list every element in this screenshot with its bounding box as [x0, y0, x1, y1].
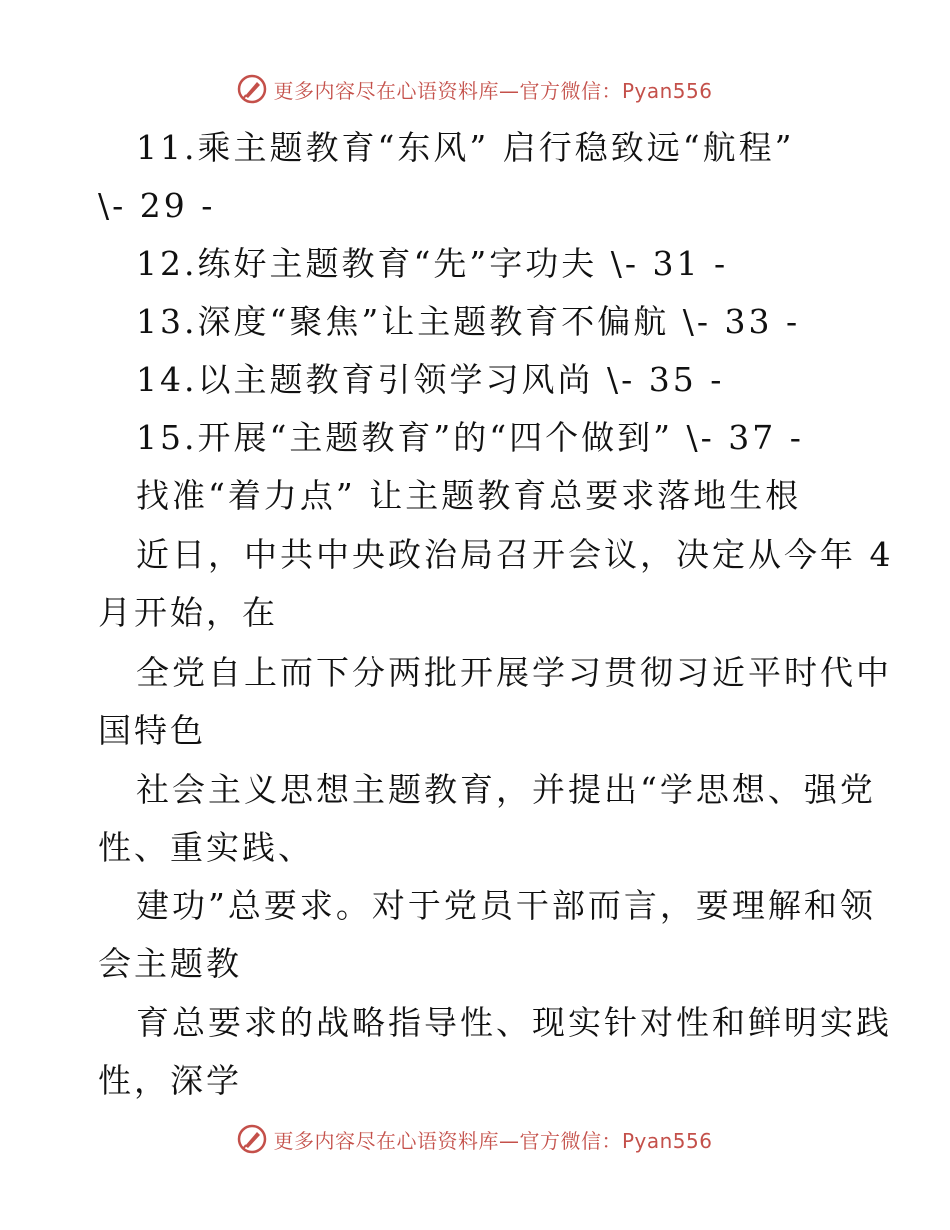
- article-title: 找准“着力点” 让主题教育总要求落地生根: [136, 476, 802, 515]
- toc-entry-13: 13.深度“聚焦”让主题教育不偏航 \- 33 -: [136, 302, 801, 341]
- watermark-text: 更多内容尽在心语资料库—官方微信：Pyan556: [273, 1128, 713, 1153]
- toc-entry-11-page: \- 29 -: [98, 186, 216, 225]
- toc-entry-11: 11.乘主题教育“东风” 启行稳致远“航程”: [136, 128, 795, 167]
- watermark-header: [0, 74, 950, 104]
- toc-entry-14: 14.以主题教育引领学习风尚 \- 35 -: [136, 360, 725, 399]
- watermark-text: 更多内容尽在心语资料库—官方微信：Pyan556: [273, 78, 713, 103]
- paragraph-line: 全党自上而下分两批开展学习贯彻习近平时代中: [136, 653, 892, 692]
- toc-entry-15: 15.开展“主题教育”的“四个做到” \- 37 -: [136, 418, 804, 457]
- paragraph-line: 社会主义思想主题教育，并提出“学思想、强党: [136, 770, 876, 809]
- paragraph-line: 会主题教: [98, 944, 242, 983]
- quill-logo-icon: [237, 1124, 267, 1154]
- paragraph-line: 近日，中共中央政治局召开会议，决定从今年 4: [136, 535, 894, 574]
- paragraph-line: 建功”总要求。对于党员干部而言，要理解和领: [136, 886, 876, 925]
- paragraph-line: 月开始，在: [98, 593, 278, 632]
- paragraph-line: 国特色: [98, 711, 206, 750]
- quill-logo-icon: [237, 74, 267, 104]
- watermark-footer: [0, 1124, 950, 1154]
- toc-entry-12: 12.练好主题教育“先”字功夫 \- 31 -: [136, 244, 729, 283]
- paragraph-line: 性、重实践、: [98, 828, 314, 867]
- paragraph-line: 性，深学: [98, 1061, 242, 1100]
- paragraph-line: 育总要求的战略指导性、现实针对性和鲜明实践: [136, 1003, 892, 1042]
